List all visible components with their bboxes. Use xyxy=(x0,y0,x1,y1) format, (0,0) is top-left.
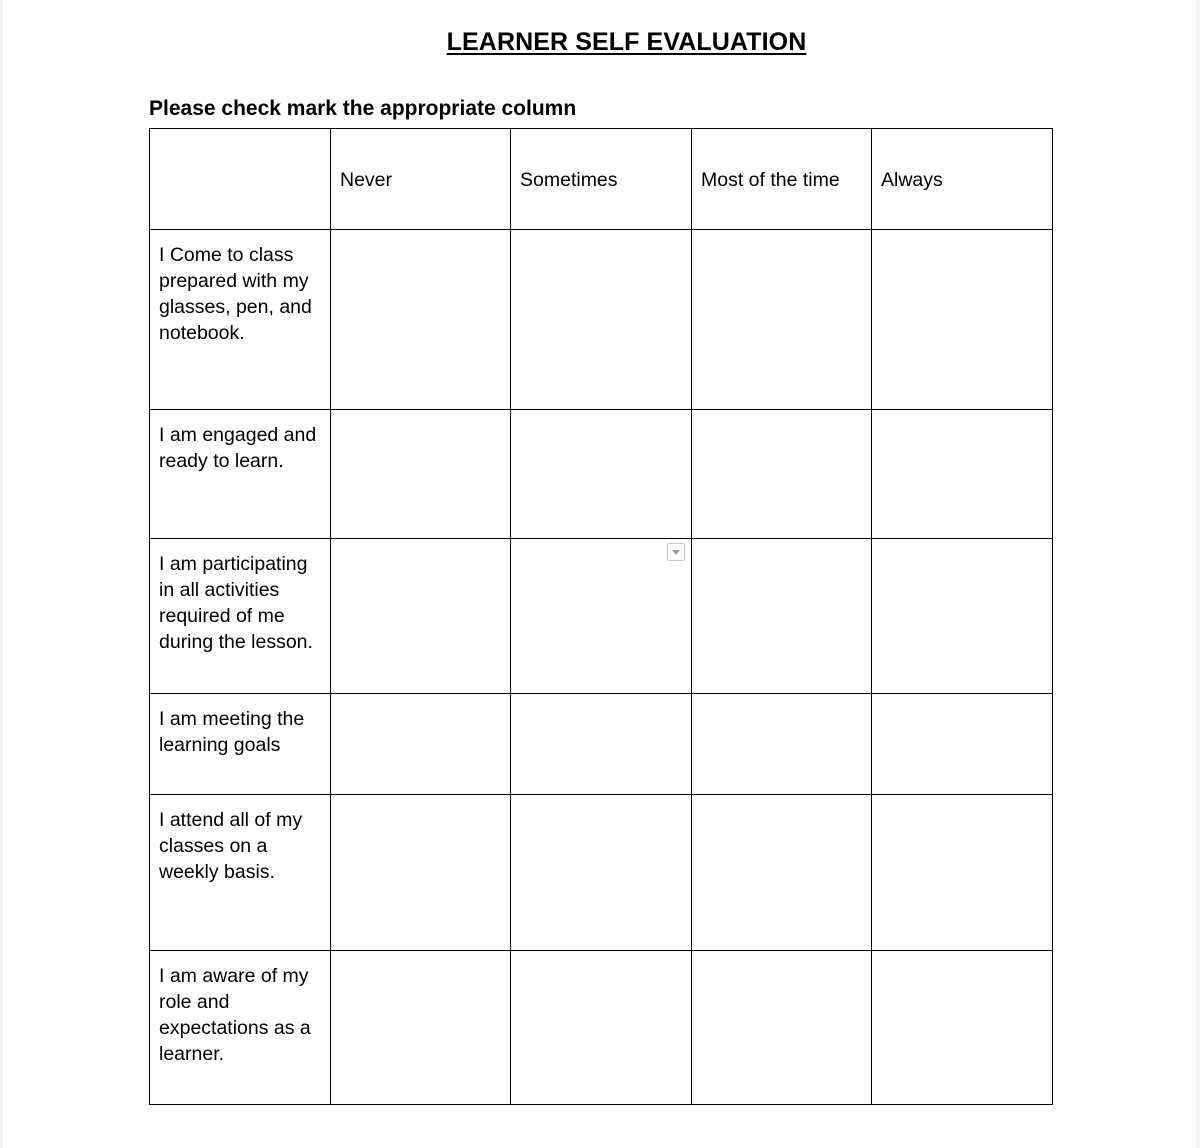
document-page xyxy=(3,0,1196,1148)
check-cell-sometimes[interactable] xyxy=(511,795,692,951)
check-cell-sometimes[interactable] xyxy=(511,951,692,1105)
table-row xyxy=(150,230,1053,410)
check-cell-sometimes[interactable] xyxy=(511,230,692,410)
statement-cell: I Come to class prepared with my glasses, pen, and notebook. xyxy=(150,230,331,410)
check-cell-most-of-the-time[interactable] xyxy=(692,230,872,410)
header-corner-cell xyxy=(150,129,331,230)
check-cell-never[interactable] xyxy=(331,230,511,410)
check-cell-never[interactable] xyxy=(331,410,511,539)
check-cell-most-of-the-time[interactable] xyxy=(692,795,872,951)
header-always: Always xyxy=(872,129,1053,230)
statement-cell: I attend all of my classes on a weekly basis. xyxy=(150,795,331,951)
table-row xyxy=(150,410,1053,539)
check-cell-always[interactable] xyxy=(872,795,1053,951)
check-cell-most-of-the-time[interactable] xyxy=(692,539,872,694)
chevron-down-icon[interactable] xyxy=(667,543,685,561)
header-sometimes: Sometimes xyxy=(511,129,692,230)
table-row xyxy=(150,795,1053,951)
check-cell-always[interactable] xyxy=(872,694,1053,795)
evaluation-table xyxy=(149,128,1053,1105)
statement-cell: I am meeting the learning goals xyxy=(150,694,331,795)
statement-cell: I am engaged and ready to learn. xyxy=(150,410,331,539)
check-cell-most-of-the-time[interactable] xyxy=(692,694,872,795)
document-title: LEARNER SELF EVALUATION xyxy=(446,28,807,56)
statement-cell: I am participating in all activities required of me during the lesson. xyxy=(150,539,331,694)
instruction-text: Please check mark the appropriate column xyxy=(149,97,577,120)
table-row xyxy=(150,694,1053,795)
table-row xyxy=(150,539,1053,694)
check-cell-never[interactable] xyxy=(331,795,511,951)
table-row xyxy=(150,951,1053,1105)
header-row xyxy=(150,129,1053,230)
check-cell-sometimes[interactable] xyxy=(511,694,692,795)
check-cell-never[interactable] xyxy=(331,951,511,1105)
header-most-of-the-time: Most of the time xyxy=(692,129,872,230)
statement-cell: I am aware of my role and expectations as a learner. xyxy=(150,951,331,1105)
check-cell-most-of-the-time[interactable] xyxy=(692,410,872,539)
check-cell-most-of-the-time[interactable] xyxy=(692,951,872,1105)
check-cell-never[interactable] xyxy=(331,694,511,795)
check-cell-sometimes[interactable] xyxy=(511,410,692,539)
check-cell-always[interactable] xyxy=(872,539,1053,694)
check-cell-never[interactable] xyxy=(331,539,511,694)
check-cell-sometimes[interactable] xyxy=(511,539,692,694)
check-cell-always[interactable] xyxy=(872,230,1053,410)
header-never: Never xyxy=(331,129,511,230)
check-cell-always[interactable] xyxy=(872,410,1053,539)
check-cell-always[interactable] xyxy=(872,951,1053,1105)
